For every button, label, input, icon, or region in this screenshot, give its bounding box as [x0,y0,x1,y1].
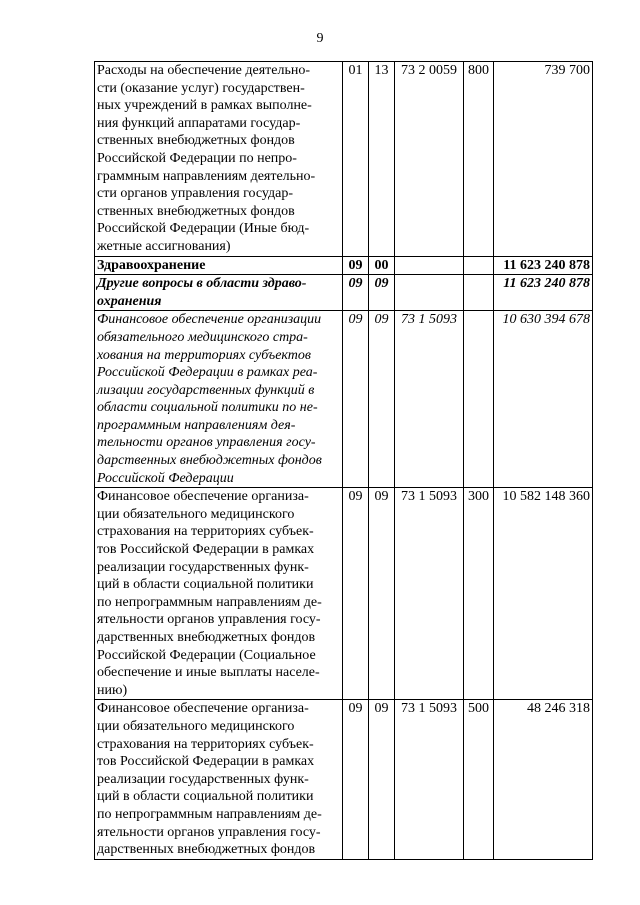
item-name-line: лизации государственных функций в [97,382,315,398]
item-name-line: тов Российской Федерации в рамках [97,754,315,770]
item-name-line: реализации государственных функ- [97,559,309,575]
amount-cell: 11 623 240 878 [494,256,593,275]
expense-type-cell: 500 [464,700,494,859]
item-name-line: Здравоохранение [97,257,206,273]
item-name-line: области социальной политики по не- [97,400,318,416]
item-name-line: Финансовое обеспечение организа- [97,489,309,505]
amount-cell: 10 582 148 360 [494,488,593,700]
table-row [95,700,593,859]
item-name-line: по непрограммным направлениям де- [97,594,322,610]
item-name-line: Российской Федерации в рамках реа- [97,365,318,381]
subsection-code-cell: 00 [369,256,395,275]
item-name-line: обеспечение и иные выплаты населе- [97,665,320,681]
item-name-cell [95,275,343,311]
item-name-line: ятельности органов управления госу- [97,612,321,628]
item-name-line: страхования на территориях субъек- [97,524,314,540]
subsection-code-cell: 09 [369,275,395,311]
expense-type-cell: 800 [464,62,494,257]
item-name-line: Российской Федерации (Социальное [97,647,316,663]
item-name-line: сти (оказание услуг) государствен- [97,80,305,96]
table-row [95,311,593,488]
item-name-line: Российской Федерации (Иные бюд- [97,221,310,237]
item-name-line: Российской Федерации по непро- [97,150,297,166]
item-name-line: обязательного медицинского стра- [97,329,308,345]
section-code-cell: 09 [343,275,369,311]
subsection-code-cell: 09 [369,311,395,488]
item-name-line: хования на территориях субъектов [97,347,311,363]
item-name-line: Другие вопросы в области здраво- [97,276,307,292]
item-name-line: ции обязательного медицинского [97,718,295,734]
table-row [95,275,593,311]
item-name-line: охранения [97,293,162,309]
amount-cell: 11 623 240 878 [494,275,593,311]
item-name-line: Российской Федерации [97,470,234,486]
item-name-cell [95,488,343,700]
section-code-cell: 01 [343,62,369,257]
item-name-line: жетные ассигнования) [97,238,231,254]
item-name-line: нию) [97,682,128,698]
item-name-cell [95,311,343,488]
item-name-cell [95,700,343,859]
item-name-line: Финансовое обеспечение организа- [97,701,309,717]
item-name-line: ций в области социальной политики [97,789,314,805]
amount-cell: 48 246 318 [494,700,593,859]
target-article-cell: 73 2 0059 [395,62,464,257]
amount-cell: 10 630 394 678 [494,311,593,488]
item-name-line: реализации государственных функ- [97,771,309,787]
item-name-line: ции обязательного медицинского [97,506,295,522]
item-name-line: ственных внебюджетных фондов [97,203,295,219]
table-row [95,488,593,700]
subsection-code-cell: 09 [369,700,395,859]
subsection-code-cell: 09 [369,488,395,700]
item-name-cell [95,62,343,257]
item-name-line: ятельности органов управления госу- [97,824,321,840]
budget-table [94,61,593,860]
item-name-line: по непрограммным направлениям де- [97,806,322,822]
target-article-cell [395,256,464,275]
item-name-line: ных учреждений в рамках выполне- [97,98,312,114]
target-article-cell: 73 1 5093 [395,311,464,488]
table-row [95,62,593,257]
item-name-line: дарственных внебюджетных фондов [97,453,322,469]
item-name-cell [95,256,343,275]
item-name-line: граммным направлениям деятельно- [97,168,316,184]
item-name-line: страхования на территориях субъек- [97,736,314,752]
item-name-line: ния функций аппаратами государ- [97,115,301,131]
expense-type-cell [464,256,494,275]
budget-table-body [95,62,593,860]
page-number: 9 [316,31,324,46]
section-code-cell: 09 [343,311,369,488]
amount-cell: 739 700 [494,62,593,257]
item-name-line: дарственных внебюджетных фондов [97,630,316,645]
subsection-code-cell: 13 [369,62,395,257]
item-name-line: программным направлениям дея- [97,417,296,433]
item-name-line: сти органов управления государ- [97,186,294,202]
item-name-line: Финансовое обеспечение организации [97,312,322,328]
target-article-cell [395,275,464,311]
section-code-cell: 09 [343,488,369,700]
section-code-cell: 09 [343,700,369,859]
expense-type-cell [464,275,494,311]
item-name-line: дарственных внебюджетных фондов [97,842,316,858]
item-name-line: тельности органов управления госу- [97,435,316,451]
expense-type-cell [464,311,494,488]
item-name-line: ций в области социальной политики [97,577,314,593]
target-article-cell: 73 1 5093 [395,488,464,700]
target-article-cell: 73 1 5093 [395,700,464,859]
expense-type-cell: 300 [464,488,494,700]
item-name-line: Расходы на обеспечение деятельно- [97,63,310,78]
item-name-line: ственных внебюджетных фондов [97,133,295,149]
item-name-line: тов Российской Федерации в рамках [97,542,315,558]
table-row [95,256,593,275]
section-code-cell: 09 [343,256,369,275]
